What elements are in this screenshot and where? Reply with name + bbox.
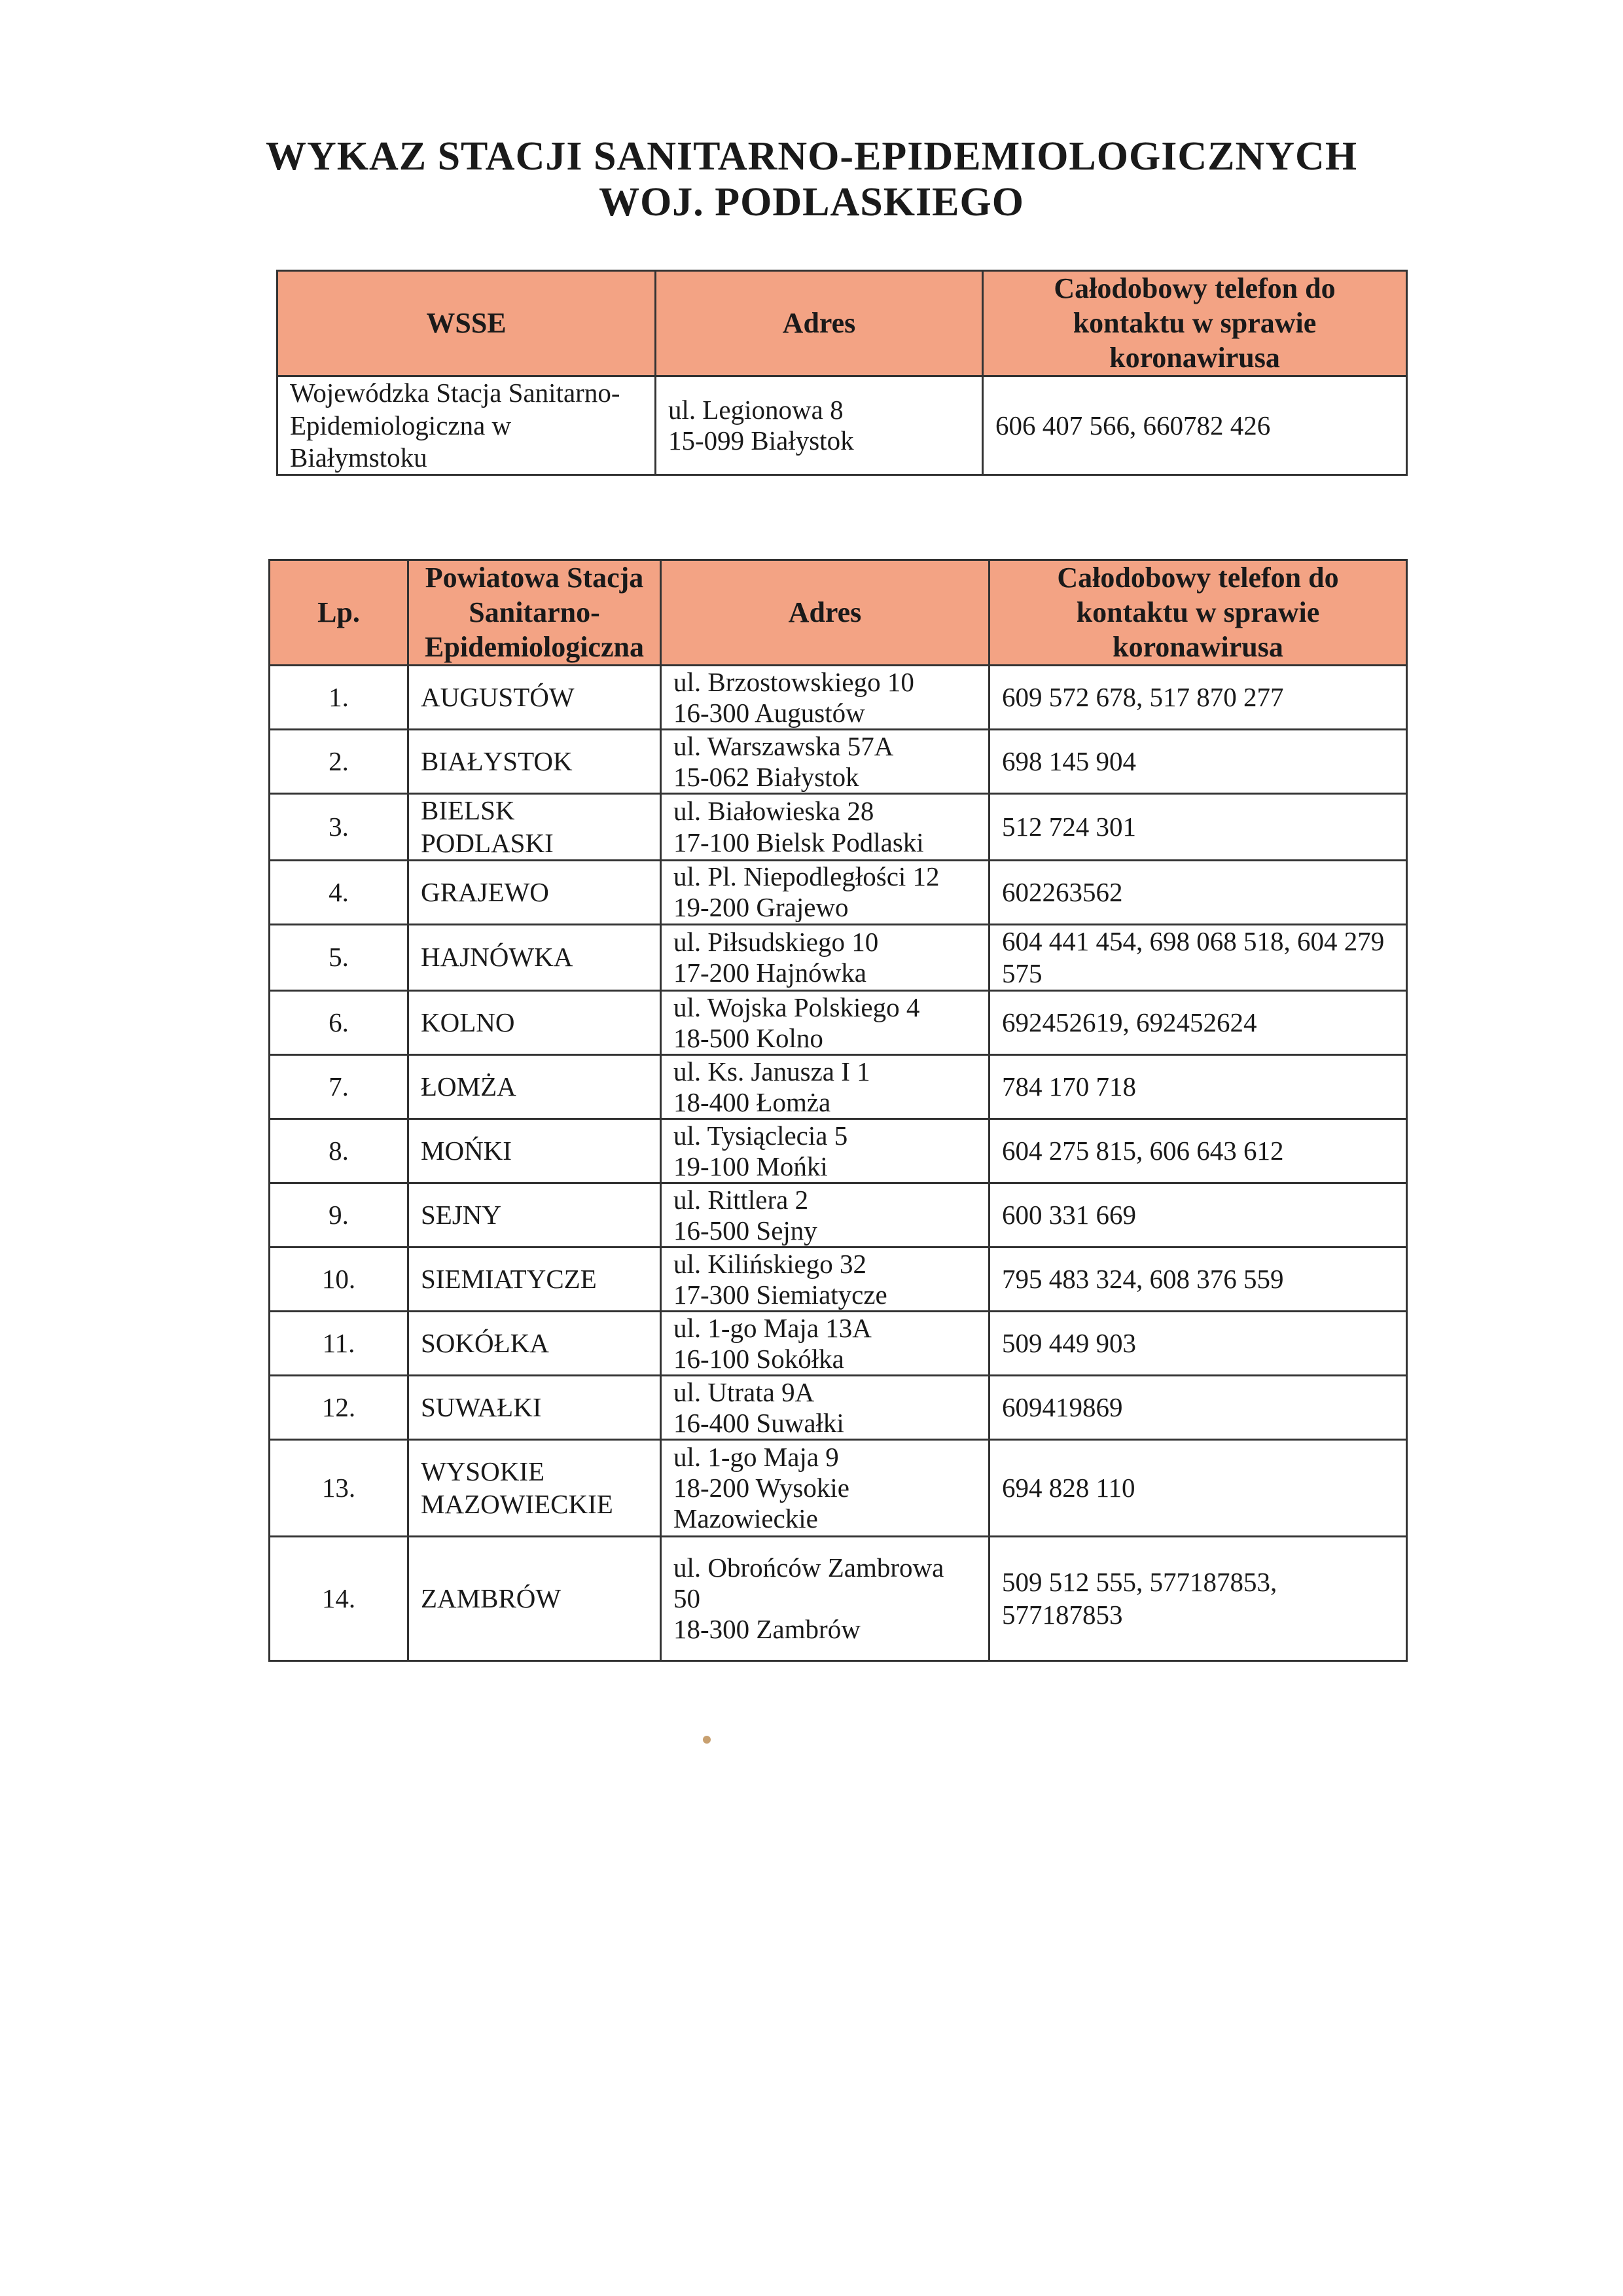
header-phone: Całodobowy telefon do kontaktu w sprawie koronawirusa [983,271,1407,376]
station-phone: 784 170 718 [990,1055,1407,1119]
table-row [270,1312,1407,1376]
station-address: ul. Białowieska 28 17-100 Bielsk Podlaski [661,794,990,860]
station-phone: 694 828 110 [990,1440,1407,1537]
station-lp: 11. [270,1312,408,1376]
table-row [270,1247,1407,1312]
table-row [270,1055,1407,1119]
header-lp: Lp. [270,560,408,666]
station-address: ul. Ks. Janusza I 1 18-400 Łomża [661,1055,990,1119]
station-phone: 509 512 555, 577187853, 577187853 [990,1537,1407,1661]
stations-body [270,666,1407,1661]
wsse-table [276,270,1408,476]
table-row [270,1376,1407,1440]
station-phone: 604 275 815, 606 643 612 [990,1119,1407,1183]
station-lp: 7. [270,1055,408,1119]
station-name: GRAJEWO [408,860,661,924]
table-row [270,1119,1407,1183]
station-address: ul. Wojska Polskiego 4 18-500 Kolno [661,991,990,1055]
station-lp: 12. [270,1376,408,1440]
station-lp: 1. [270,666,408,730]
station-address: ul. Obrońców Zambrowa 50 18-300 Zambrów [661,1537,990,1661]
station-address: ul. Rittlera 2 16-500 Sejny [661,1183,990,1247]
document-subtitle: WOJ. PODLASKIEGO [599,180,1024,224]
station-address: ul. Piłsudskiego 10 17-200 Hajnówka [661,924,990,990]
station-lp: 14. [270,1537,408,1661]
station-name: MOŃKI [408,1119,661,1183]
station-lp: 3. [270,794,408,860]
station-lp: 2. [270,730,408,794]
table-row [270,794,1407,860]
table-row [270,1440,1407,1537]
document-title: WYKAZ STACJI SANITARNO-EPIDEMIOLOGICZNYCH [265,134,1358,179]
station-address: ul. Brzostowskiego 10 16-300 Augustów [661,666,990,730]
header-station: Powiatowa Stacja Sanitarno-Epidemiologiczna [408,560,661,666]
station-name: SEJNY [408,1183,661,1247]
station-name: BIELSK PODLASKI [408,794,661,860]
station-name: SOKÓŁKA [408,1312,661,1376]
station-name: BIAŁYSTOK [408,730,661,794]
station-name: SUWAŁKI [408,1376,661,1440]
station-lp: 10. [270,1247,408,1312]
station-address: ul. Utrata 9A 16-400 Suwałki [661,1376,990,1440]
table-row [270,860,1407,924]
station-phone: 600 331 669 [990,1183,1407,1247]
wsse-row [277,376,1407,475]
station-phone: 692452619, 692452624 [990,991,1407,1055]
station-address: ul. Tysiąclecia 5 19-100 Mońki [661,1119,990,1183]
table-row [270,1537,1407,1661]
stations-header-row [270,560,1407,666]
station-name: KOLNO [408,991,661,1055]
wsse-address: ul. Legionowa 8 15-099 Białystok [656,376,983,475]
station-name: AUGUSTÓW [408,666,661,730]
station-address: ul. 1-go Maja 13A 16-100 Sokółka [661,1312,990,1376]
wsse-name: Wojewódzka Stacja Sanitarno-Epidemiologiczna w Białymstoku [277,376,656,475]
station-phone: 604 441 454, 698 068 518, 604 279 575 [990,924,1407,990]
station-lp: 9. [270,1183,408,1247]
station-phone: 509 449 903 [990,1312,1407,1376]
header-wsse: WSSE [277,271,656,376]
wsse-phone: 606 407 566, 660782 426 [983,376,1407,475]
station-name: ZAMBRÓW [408,1537,661,1661]
header-address: Adres [661,560,990,666]
stations-table [268,559,1408,1662]
station-lp: 4. [270,860,408,924]
station-name: HAJNÓWKA [408,924,661,990]
station-phone: 609419869 [990,1376,1407,1440]
station-name: WYSOKIE MAZOWIECKIE [408,1440,661,1537]
station-name: SIEMIATYCZE [408,1247,661,1312]
table-row [270,666,1407,730]
decorative-dot [703,1736,711,1744]
station-phone: 795 483 324, 608 376 559 [990,1247,1407,1312]
table-row [270,730,1407,794]
station-lp: 6. [270,991,408,1055]
table-row [270,924,1407,990]
station-address: ul. 1-go Maja 9 18-200 Wysokie Mazowieckie [661,1440,990,1537]
station-phone: 602263562 [990,860,1407,924]
station-name: ŁOMŻA [408,1055,661,1119]
table-row [270,991,1407,1055]
station-lp: 8. [270,1119,408,1183]
station-phone: 698 145 904 [990,730,1407,794]
station-phone: 609 572 678, 517 870 277 [990,666,1407,730]
header-address: Adres [656,271,983,376]
station-address: ul. Pl. Niepodległości 12 19-200 Grajewo [661,860,990,924]
wsse-header-row [277,271,1407,376]
header-phone: Całodobowy telefon do kontaktu w sprawie koronawirusa [990,560,1407,666]
station-lp: 13. [270,1440,408,1537]
table-row [270,1183,1407,1247]
station-address: ul. Kilińskiego 32 17-300 Siemiatycze [661,1247,990,1312]
station-lp: 5. [270,924,408,990]
station-address: ul. Warszawska 57A 15-062 Białystok [661,730,990,794]
station-phone: 512 724 301 [990,794,1407,860]
